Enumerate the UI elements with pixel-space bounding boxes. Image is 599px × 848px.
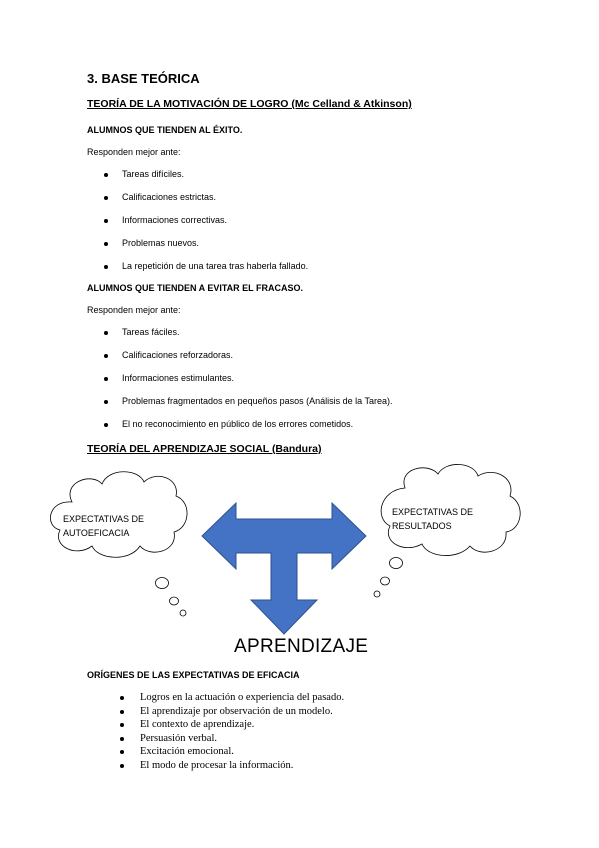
right-cloud-label: EXPECTATIVAS DE RESULTADOS — [392, 507, 474, 531]
list-item: Problemas nuevos. — [104, 238, 308, 261]
list-item: Calificaciones estrictas. — [104, 192, 308, 215]
list-item: La repetición de una tarea tras haberla fallado. — [104, 261, 308, 284]
list-item: El contexto de aprendizaje. — [120, 718, 344, 732]
social-heading: TEORÍA DEL APRENDIZAJE SOCIAL (Bandura) — [87, 443, 322, 455]
exito-heading: ALUMNOS QUE TIENDEN AL ÉXITO. — [87, 125, 243, 135]
list-item: Informaciones correctivas. — [104, 215, 308, 238]
diagram — [0, 460, 599, 640]
section-title: 3. BASE TEÓRICA — [87, 71, 200, 86]
motivacion-heading: TEORÍA DE LA MOTIVACIÓN DE LOGRO (Mc Celland & Atkinson) — [87, 98, 412, 110]
left-cloud-shape — [50, 472, 187, 616]
fracaso-heading: ALUMNOS QUE TIENDEN A EVITAR EL FRACASO. — [87, 283, 304, 293]
list-item: Informaciones estimulantes. — [104, 373, 393, 396]
list-item: Tareas fáciles. — [104, 327, 393, 350]
left-cloud-label: EXPECTATIVAS DE AUTOEFICACIA — [63, 514, 145, 538]
list-item: Tareas difíciles. — [104, 169, 308, 192]
origenes-list — [120, 691, 344, 772]
fracaso-list — [104, 327, 393, 442]
center-label: APRENDIZAJE — [234, 636, 369, 657]
exito-list — [104, 169, 308, 284]
list-item: Excitación emocional. — [120, 745, 344, 759]
fracaso-intro: Responden mejor ante: — [87, 305, 181, 315]
list-item: Problemas fragmentados en pequeños pasos (Análisis de la Tarea). — [104, 396, 393, 419]
origenes-heading: ORÍGENES DE LAS EXPECTATIVAS DE EFICACIA — [87, 670, 300, 680]
list-item: Persuasión verbal. — [120, 732, 344, 746]
list-item: El aprendizaje por observación de un modelo. — [120, 705, 344, 719]
exito-intro: Responden mejor ante: — [87, 147, 181, 157]
list-item: Logros en la actuación o experiencia del pasado. — [120, 691, 344, 705]
list-item: Calificaciones reforzadoras. — [104, 350, 393, 373]
arrow-shape — [202, 503, 366, 634]
list-item: El modo de procesar la información. — [120, 759, 344, 773]
list-item: El no reconocimiento en público de los errores cometidos. — [104, 419, 393, 442]
